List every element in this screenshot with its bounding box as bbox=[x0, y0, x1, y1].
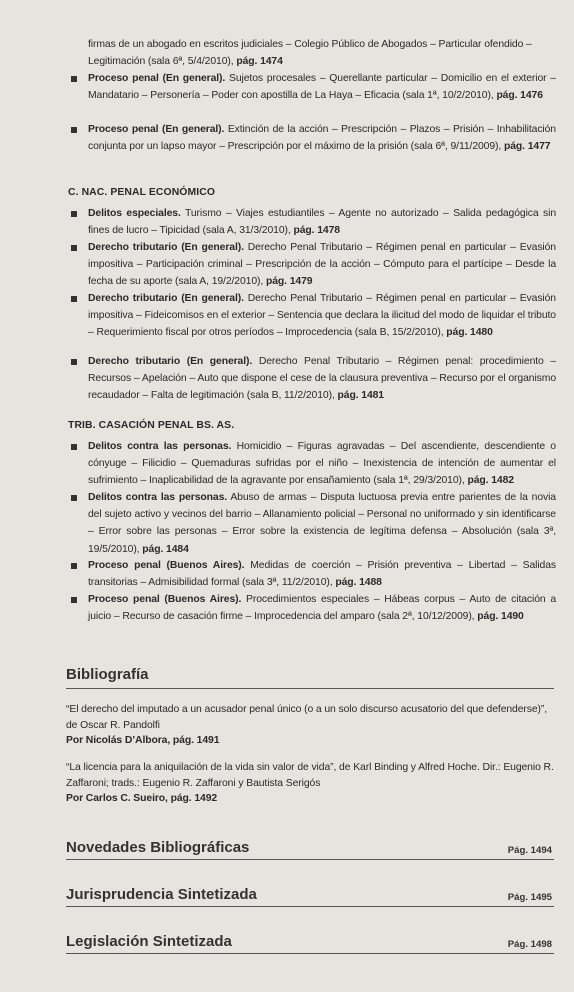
section-jurisprudencia bbox=[66, 883, 554, 907]
section-title: Legislación Sintetizada bbox=[66, 933, 232, 950]
divider bbox=[66, 859, 554, 860]
divider bbox=[66, 953, 554, 954]
section-page: Pág. 1494 bbox=[507, 845, 552, 856]
section-novedades bbox=[66, 836, 554, 860]
section-page: Pág. 1495 bbox=[507, 892, 552, 903]
divider bbox=[66, 688, 554, 689]
bullet-icon bbox=[71, 359, 77, 365]
section-legislacion bbox=[66, 930, 554, 954]
bullet-icon bbox=[71, 245, 77, 251]
bibliography-item: “El derecho del imputado a un acusador penal único (o a un solo discurso acusatorio del que defenderse)”, de Oscar R. Pandolfi Por Nicolás D’Albora, pág. 1491 bbox=[66, 702, 554, 749]
bibliografia-heading: Bibliografía bbox=[66, 666, 149, 683]
list-item: Delitos contra las personas. Abuso de armas – Disputa luctuosa previa entre parientes de la novia del sujeto activo y vecinos del barrio – Allanamiento policial – Personal no uniformado y sin identificarse – Error sobre las personas – Error sobre la existencia de legítima defensa – Absolución (sala 3ª, 19/5/2010), pág. 1484 bbox=[72, 489, 556, 558]
bullet-icon bbox=[71, 495, 77, 501]
list-item: Proceso penal (En general). Extinción de la acción – Prescripción – Plazos – Prisión – Inhabilitación conjunta por un lapso mayor – Prescripción por el máximo de la prisión (sala 6ª, 9/11/2009), pág. 1477 bbox=[72, 121, 556, 155]
section-title: Novedades Bibliográficas bbox=[66, 839, 250, 856]
bullet-icon bbox=[71, 127, 77, 133]
bullet-icon bbox=[71, 211, 77, 217]
list-item: Proceso penal (Buenos Aires). Procedimientos especiales – Hábeas corpus – Auto de citación a juicio – Recurso de casación firme – Improcedencia del amparo (sala 2ª, 10/12/2009), pág. 1490 bbox=[72, 591, 556, 625]
bullet-icon bbox=[71, 597, 77, 603]
reviewer: Por Carlos C. Sueiro, pág. 1492 bbox=[66, 793, 218, 805]
page-ref: pág. 1474 bbox=[236, 56, 283, 68]
section-title: Jurisprudencia Sintetizada bbox=[66, 886, 257, 903]
list-item: Proceso penal (En general). Sujetos procesales – Querellante particular – Domicilio en el exterior – Mandatario – Personería – Poder con apostilla de La Haya – Eficacia (sala 1ª, 10/2/2010), pág. 1476 bbox=[72, 70, 556, 104]
bullet-icon bbox=[71, 296, 77, 302]
list-item: Derecho tributario (En general). Derecho Penal Tributario – Régimen penal en particular – Evasión impositiva – Participación criminal – Prescripción de la acción – Cómputo para el partícipe – Desde la fecha de su aporte (sala A, 19/2/2010), pág. 1479 bbox=[72, 239, 556, 291]
reviewer: Por Nicolás D’Albora, pág. 1491 bbox=[66, 735, 220, 747]
section-heading: C. NAC. PENAL ECONÓMICO bbox=[68, 187, 216, 198]
divider bbox=[66, 906, 554, 907]
list-item: Derecho tributario (En general). Derecho Penal Tributario – Régimen penal en particular – Evasión impositiva – Fideicomisos en el exterior – Sentencia que declara la ilicitud del modo de liquidar el tributo – Requerimiento fiscal por otros períodos – Improcedencia (sala B, 15/2/2010), pág. 1480 bbox=[72, 290, 556, 342]
bibliography-item: “La licencia para la aniquilación de la vida sin valor de vida”, de Karl Binding y Alfred Hoche. Dir.: Eugenio R. Zaffaroni; trads.: Eugenio R. Zaffaroni y Bautista Serigós Por Carlos C. Sueiro, pág. 1492 bbox=[66, 760, 554, 807]
bullet-icon bbox=[71, 563, 77, 569]
list-item: Delitos contra las personas. Homicidio – Figuras agravadas – Del ascendiente, descendiente o cónyuge – Filicidio – Quemaduras sufridas por el niño – Inexistencia de intención de aumentar el sufrimiento – Inaplicabilidad de la agravante por ensañamiento (sala 1ª, 29/3/2010), pág. 1482 bbox=[72, 438, 556, 490]
list-item: Derecho tributario (En general). Derecho Penal Tributario – Régimen penal: procedimiento – Recursos – Apelación – Auto que dispone el cese de la clausura preventiva – Recurso por el organismo recaudador – Falta de legitimación (sala B, 11/2/2010), pág. 1481 bbox=[72, 353, 556, 405]
section-page: Pág. 1498 bbox=[507, 939, 552, 950]
bullet-icon bbox=[71, 444, 77, 450]
section-heading: TRIB. CASACIÓN PENAL BS. AS. bbox=[68, 420, 235, 431]
list-item: Proceso penal (Buenos Aires). Medidas de coerción – Prisión preventiva – Libertad – Salidas transitorias – Admisibilidad formal (sala 3ª, 11/2/2010), pág. 1488 bbox=[72, 557, 556, 591]
entry-continuation: firmas de un abogado en escritos judiciales – Colegio Público de Abogados – Particular ofendido – Legitimación (sala 6ª, 5/4/2010), pág. 1474 bbox=[88, 39, 532, 68]
list-item: Delitos especiales. Turismo – Viajes estudiantiles – Agente no autorizado – Salida pedagógica sin fines de lucro – Tipicidad (sala A, 31/3/2010), pág. 1478 bbox=[72, 205, 556, 239]
bullet-icon bbox=[71, 76, 77, 82]
